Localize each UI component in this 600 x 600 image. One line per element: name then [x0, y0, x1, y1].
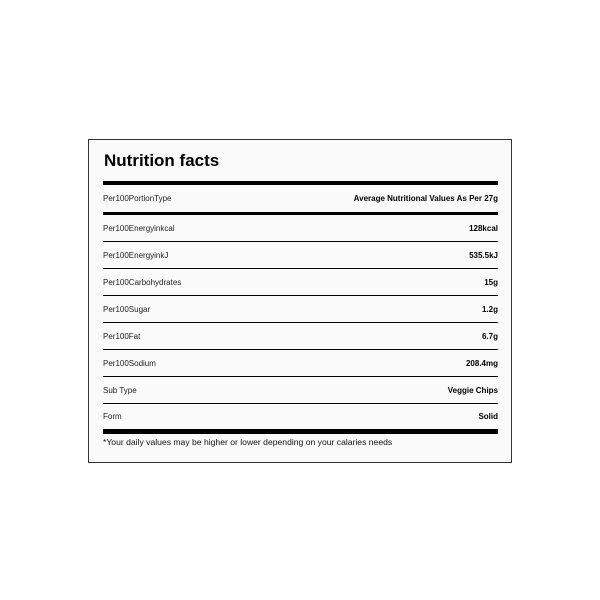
- row-label: Per100Fat: [103, 331, 141, 341]
- nutrient-row-energy-kj: [103, 242, 498, 269]
- nutrient-row-sodium: [103, 350, 498, 377]
- nutrient-row-sugar: [103, 296, 498, 323]
- footnote: *Your daily values may be higher or lower depending on your calaries needs: [103, 437, 393, 447]
- row-label: Per100Carbohydrates: [103, 277, 182, 287]
- row-label: Sub Type: [103, 385, 137, 395]
- row-value: 1.2g: [481, 304, 498, 314]
- info-row-sub-type: [103, 377, 498, 404]
- info-row-form: [103, 404, 498, 429]
- row-value: 6.7g: [481, 331, 498, 341]
- header-row-label: Per100PortionType: [103, 194, 172, 203]
- row-value: Veggie Chips: [447, 385, 498, 395]
- row-label: Form: [103, 412, 122, 421]
- row-label: Per100Sodium: [103, 358, 156, 368]
- row-value: 15g: [484, 277, 498, 287]
- row-value: 208.4mg: [465, 358, 498, 368]
- row-value: Solid: [478, 412, 498, 421]
- nutrient-row-carbohydrates: [103, 269, 498, 296]
- row-label: Per100EnergyinkJ: [103, 250, 169, 260]
- nutrition-facts-panel: [88, 139, 512, 463]
- header-row-value: Average Nutritional Values As Per 27g: [353, 194, 498, 203]
- row-value: 128kcal: [469, 223, 498, 233]
- row-label: Per100Sugar: [103, 304, 151, 314]
- nutrition-title: Nutrition facts: [104, 151, 220, 170]
- header-row: [103, 185, 498, 212]
- nutrient-row-energy-kcal: [103, 215, 498, 242]
- nutrient-row-fat: [103, 323, 498, 350]
- bottom-thick-divider: [103, 429, 498, 434]
- row-value: 535.5kJ: [469, 250, 498, 260]
- row-label: Per100Energyinkcal: [103, 223, 175, 233]
